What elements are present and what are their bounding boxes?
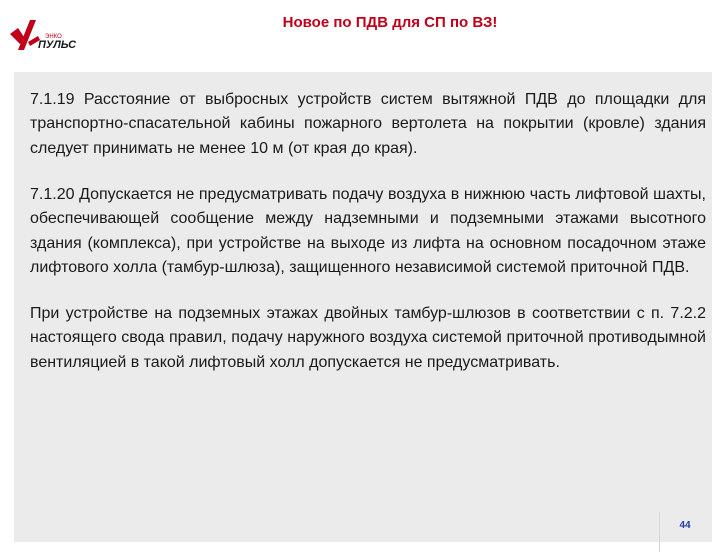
logo-text: ПУЛЬС — [38, 39, 77, 51]
paragraph-7-1-20: 7.1.20 Допускается не предусматривать подачу воздуха в нижнюю часть лифтовой шахты, обеспечивающей сообщение между надземными и подземными этажами высотного здания (комплекса), при устройстве на выходе из лифта на основном посадочном этаже лифтового холла (тамбур-шлюза), защищенного независимой системой приточной ПДВ. — [30, 186, 706, 276]
content-panel — [14, 72, 712, 542]
paragraph-underground-floors: При устройстве на подземных этажах двойных тамбур-шлюзов в соответствии с п. 7.2.2 настоящего свода правил, подачу наружного воздуха системой приточной противодымной вентиляцией в такой лифтовый холл допускается не предусматривать. — [30, 305, 706, 371]
divider — [659, 512, 660, 552]
page-number: 44 — [679, 520, 691, 531]
paragraph-7-1-19: 7.1.19 Расстояние от выбросных устройств систем вытяжной ПДВ до площадки для транспортно-спасательной кабины пожарного вертолета на покрытии (кровле) здания следует принимать не менее 10 м (от края до края). — [30, 91, 706, 157]
logo-superscript: ЭНКО — [45, 34, 62, 40]
company-logo — [8, 12, 92, 58]
pulse-logo-icon — [8, 12, 92, 58]
page-title: Новое по ПДВ для СП по ВЗ! — [282, 14, 498, 31]
